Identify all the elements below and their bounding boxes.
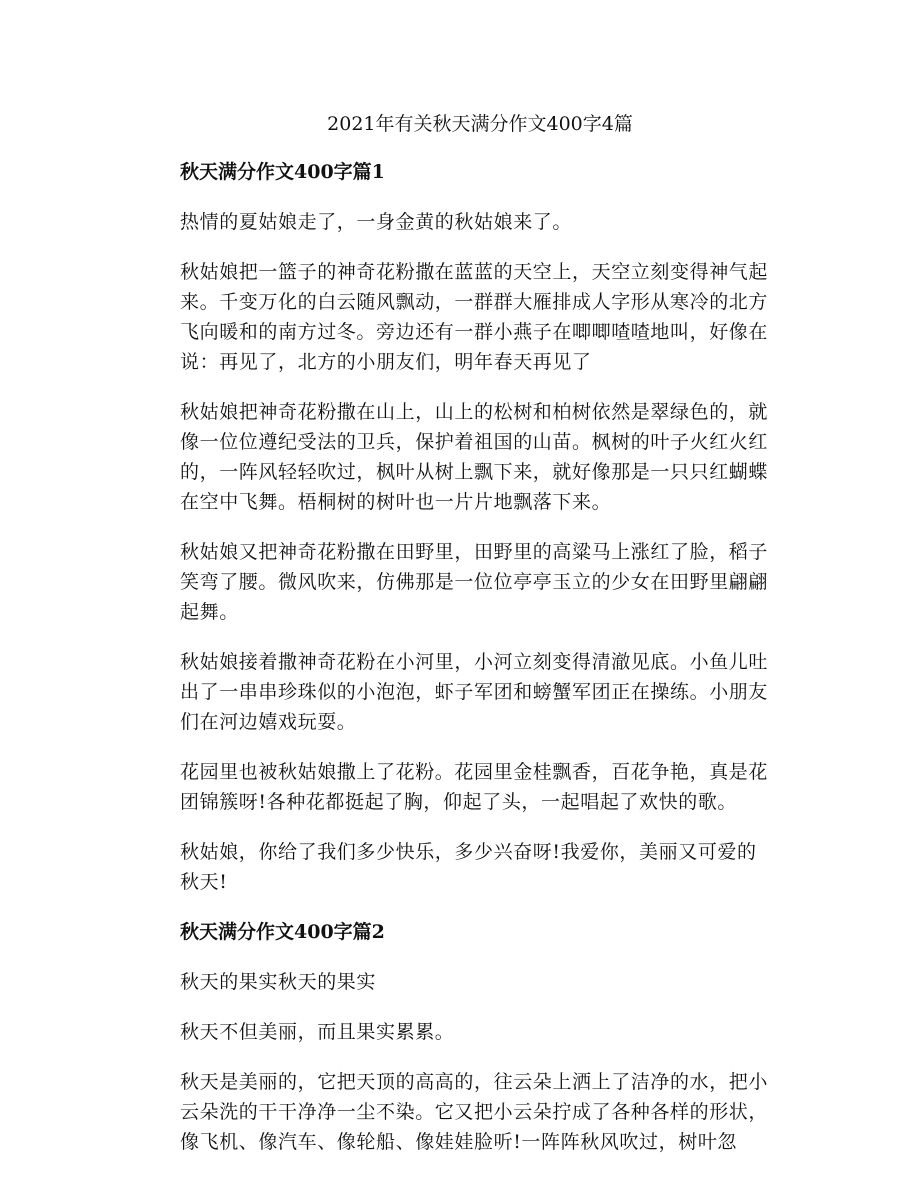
section-heading: 秋天满分作文400字篇1 bbox=[180, 161, 385, 183]
paragraph: 秋天是美丽的，它把天顶的高高的，往云朵上洒上了洁净的水，把小云朵洗的干干净净一尘不染。它又把小云朵拧成了各种各样的形状，像飞机、像汽车、像轮船、像娃娃脸听!一阵阵秋风吹过，树叶忽 bbox=[180, 1071, 769, 1153]
paragraph: 秋姑娘，你给了我们多少快乐，多少兴奋呀!我爱你，美丽又可爱的秋天! bbox=[180, 841, 757, 893]
paragraph: 秋姑娘接着撒神奇花粉在小河里，小河立刻变得清澈见底。小鱼儿吐出了一串串珍珠似的小泡泡，虾子军团和螃蟹军团正在操练。小朋友们在河边嬉戏玩耍。 bbox=[180, 651, 769, 733]
paragraph: 秋姑娘把一篮子的神奇花粉撒在蓝蓝的天空上，天空立刻变得神气起来。千变万化的白云随风飘动，一群群大雁排成人字形从寒冷的北方飞向暖和的南方过冬。旁边还有一群小燕子在唧唧喳喳地叫，好像在说：再见了，北方的小朋友们，明年春天再见了 bbox=[180, 261, 769, 373]
paragraph: 热情的夏姑娘走了，一身金黄的秋姑娘来了。 bbox=[180, 211, 573, 233]
document-body bbox=[180, 157, 770, 1177]
paragraph: 秋姑娘把神奇花粉撒在山上，山上的松树和柏树依然是翠绿色的，就像一位位遵纪受法的卫兵，保护着祖国的山苗。枫树的叶子火红火红的，一阵风轻轻吹过，枫叶从树上飘下来，就好像那是一只只红蝴蝶在空中飞舞。梧桐树的树叶也一片片地飘落下来。 bbox=[180, 401, 769, 513]
paragraph: 花园里也被秋姑娘撒上了花粉。花园里金桂飘香，百花争艳，真是花团锦簇呀!各种花都挺起了胸，仰起了头，一起唱起了欢快的歌。 bbox=[180, 761, 769, 813]
paragraph: 秋姑娘又把神奇花粉撒在田野里，田野里的高粱马上涨红了脸，稻子笑弯了腰。微风吹来，仿佛那是一位位亭亭玉立的少女在田野里翩翩起舞。 bbox=[180, 541, 769, 623]
document-title: 2021年有关秋天满分作文400字4篇 bbox=[327, 113, 633, 135]
paragraph: 秋天不但美丽，而且果实累累。 bbox=[180, 1021, 455, 1043]
section-1 bbox=[180, 157, 770, 897]
paragraph: 秋天的果实秋天的果实 bbox=[180, 971, 377, 993]
section-2 bbox=[180, 917, 770, 1157]
section-heading: 秋天满分作文400字篇2 bbox=[180, 921, 385, 943]
